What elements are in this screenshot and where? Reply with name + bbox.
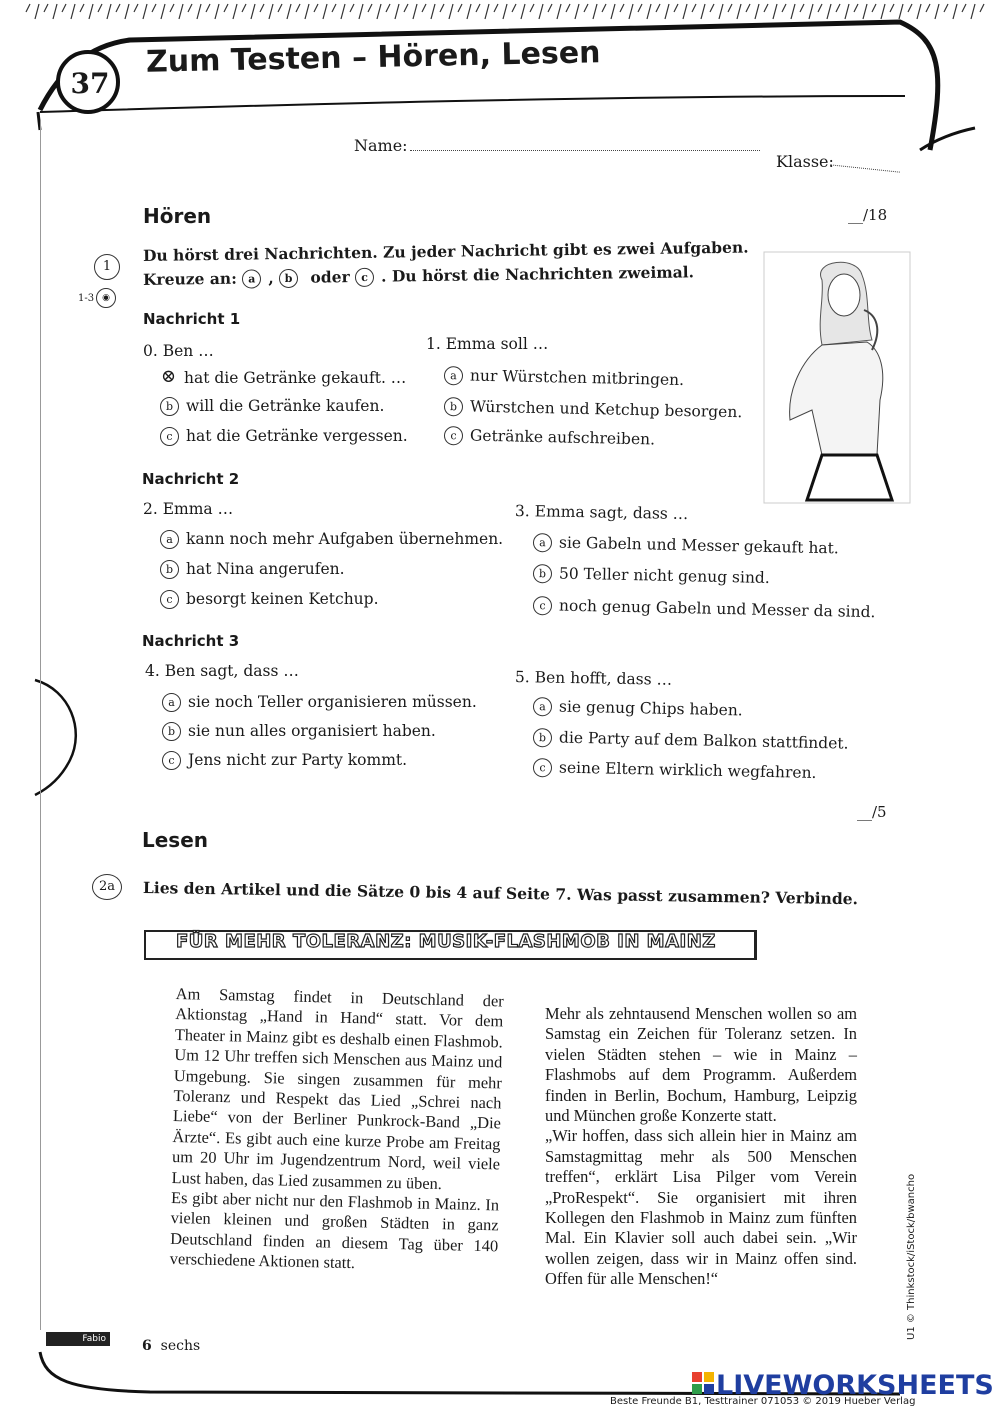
option-text: kann noch mehr Aufgaben übernehmen. <box>186 530 504 548</box>
question-4-option-a[interactable] <box>162 693 477 712</box>
lesen-score: __/5 <box>857 803 887 821</box>
option-text: 50 Teller nicht genug sind. <box>558 564 770 587</box>
question-2-option-a[interactable] <box>160 530 503 549</box>
article-col1-paragraph-1: Am Samstag findet in Deutschland der Aktionstag „Hand in Hand“ statt. Vor dem Theater in Mainz gibt es deshalb einen Flashmob. Um 12 Uhr treffen sich Menschen aus Mainz und Umgebung. Sie singen zusammen für mehr Toleranz und Respekt das Lied „Schrei nach Liebe“ von der Berliner Punkrock-Band „Die Ärzte“. Es gibt auch eine kurze Probe am Freitag um 20 Uhr im Jugendzentrum Nord, weil viele Lust haben, das Lied zusammen zu üben. <box>171 984 504 1193</box>
circle-c-icon: c <box>533 758 552 777</box>
girl-on-phone-illustration <box>762 250 912 505</box>
side-bracket <box>30 670 80 800</box>
liveworksheets-logo-icon <box>692 1372 714 1394</box>
option-text: sie noch Teller organisieren müssen. <box>188 693 477 711</box>
article-col2-paragraph-1: Mehr als zehntausend Menschen wollen so am Samstag ein Zeichen für Toleranz setzen. In vielen Städten stehen – wie in Mainz – Flashmobs auf dem Programm. Außerdem finden in Berlin, Bochum, Hamburg, Leipzig und München große Konzerte statt. <box>545 1004 857 1126</box>
oder-label: oder <box>310 267 350 287</box>
question-1-stem: 1. Emma soll … <box>426 335 549 353</box>
question-4-option-b[interactable] <box>162 722 436 741</box>
article-col2-paragraph-2: „Wir hoffen, dass sich allein hier in Mainz am Samstagmittag mehr als 500 Menschen treffen“, erklärt Lisa Pilger vom Verein „ProRespekt“. Sie organisiert mit ihren Kollegen den Flashmob in Mainz zum fünften Mal. Ein Klavier soll auch dabei sein. „Wir wollen zeigen, dass wir in Mainz offen sind. Offen für alle Menschen!“ <box>545 1126 857 1289</box>
question-1-option-a[interactable] <box>444 366 684 390</box>
circle-b-icon: b <box>533 728 552 747</box>
image-credit: U1 © Thinkstock/iStock/bwancho <box>906 1173 917 1340</box>
option-text: sie Gabeln und Messer gekauft hat. <box>558 533 839 558</box>
article-col1-paragraph-2: Es gibt aber nicht nur den Flashmob in Mainz. In vielen kleinen und großen Städten in ganz Deutschland finden an diesem Tag über 140 verschiedene Aktionen statt. <box>169 1188 500 1273</box>
lesen-instruction: Lies den Artikel und die Sätze 0 bis 4 auf Seite 7. Was passt zusammen? Verbinde. <box>142 878 859 909</box>
question-3-option-c[interactable] <box>533 596 876 622</box>
option-text: besorgt keinen Ketchup. <box>186 590 379 608</box>
exercise-number-1: 1 <box>94 254 120 280</box>
article-title: FÜR MEHR TOLERANZ: MUSIK-FLASHMOB IN MAINZ <box>176 931 716 952</box>
question-0-option-a[interactable] <box>160 368 406 387</box>
circle-b-icon: b <box>162 722 181 741</box>
hoeren-score: __/18 <box>848 206 888 224</box>
circle-b-icon: b <box>160 397 179 416</box>
circle-a-icon: a <box>242 269 261 288</box>
circle-b-icon: b <box>160 560 179 579</box>
question-0-stem: 0. Ben … <box>143 342 214 360</box>
circle-b-icon: b <box>444 397 463 416</box>
circle-b-icon: b <box>533 564 552 583</box>
question-5-option-a[interactable] <box>533 697 743 720</box>
question-5-stem: 5. Ben hofft, dass … <box>514 668 673 689</box>
circle-c-icon: c <box>533 596 552 615</box>
nachricht-1-title: Nachricht 1 <box>143 310 241 328</box>
hoeren-instruction-2: Kreuze an: a , b oder c . Du hörst die Nachrichten zweimal. <box>142 262 695 289</box>
left-margin-rule <box>40 120 41 1330</box>
instruction-end: . Du hörst die Nachrichten zweimal. <box>380 262 695 286</box>
track-number: 1-3 <box>78 293 95 304</box>
question-1-option-b[interactable] <box>444 397 743 422</box>
circle-c-icon: c <box>162 751 181 770</box>
option-text: hat die Getränke vergessen. <box>186 427 408 445</box>
lesen-heading: Lesen <box>142 828 209 852</box>
unit-number: 37 <box>70 67 110 100</box>
option-text: seine Eltern wirklich wegfahren. <box>558 758 817 782</box>
question-3-stem: 3. Emma sagt, dass … <box>514 502 689 524</box>
option-text: Würstchen und Ketchup besorgen. <box>469 397 743 422</box>
question-0-option-b[interactable] <box>160 397 384 416</box>
option-text: noch genug Gabeln und Messer da sind. <box>558 596 876 622</box>
question-5-option-c[interactable] <box>533 758 817 783</box>
audio-icon[interactable]: ◉ <box>96 288 116 308</box>
option-text: Getränke aufschreiben. <box>469 426 656 449</box>
question-2-option-c[interactable] <box>160 590 379 609</box>
question-0-option-c[interactable] <box>160 427 408 446</box>
exercise-number-2a: 2a <box>92 874 122 900</box>
option-text: die Party auf dem Balkon stattfindet. <box>558 728 849 753</box>
option-text: Jens nicht zur Party kommt. <box>188 751 408 769</box>
page-number-digit: 6 <box>142 1338 152 1354</box>
crossed-circle-icon: ⊗ <box>160 366 177 387</box>
option-text: sie nun alles organisiert haben. <box>188 722 436 740</box>
question-5-option-b[interactable] <box>533 728 849 754</box>
circle-a-icon: a <box>533 533 552 552</box>
name-field[interactable] <box>410 150 760 151</box>
header-curve <box>0 0 1000 170</box>
hoeren-instruction-1: Du hörst drei Nachrichten. Zu jeder Nachricht gibt es zwei Aufgaben. <box>142 237 749 265</box>
circle-c-icon: c <box>355 268 374 287</box>
circle-b-icon: b <box>279 269 298 288</box>
circle-a-icon: a <box>444 366 463 385</box>
kreuze-label: Kreuze an: <box>142 268 237 289</box>
article-column-2 <box>545 1004 857 1290</box>
option-text: will die Getränke kaufen. <box>186 397 385 415</box>
brand-tag: Fabio <box>46 1332 110 1346</box>
circle-c-icon: c <box>160 590 179 609</box>
page-number-word: sechs <box>160 1338 201 1354</box>
name-label: Name: <box>354 136 408 155</box>
question-2-option-b[interactable] <box>160 560 345 579</box>
hoeren-heading: Hören <box>143 204 212 228</box>
klasse-label: Klasse: <box>776 152 834 171</box>
page-title: Zum Testen – Hören, Lesen <box>145 35 601 80</box>
question-1-option-c[interactable] <box>444 426 655 449</box>
question-4-stem: 4. Ben sagt, dass … <box>145 662 299 680</box>
option-text: nur Würstchen mitbringen. <box>469 366 685 390</box>
nachricht-2-title: Nachricht 2 <box>142 470 240 488</box>
question-3-option-a[interactable] <box>533 533 839 558</box>
option-text: hat Nina angerufen. <box>186 560 345 578</box>
circle-a-icon: a <box>533 697 552 716</box>
circle-a-icon: a <box>160 530 179 549</box>
question-2-stem: 2. Emma … <box>143 500 234 518</box>
question-3-option-b[interactable] <box>533 564 770 588</box>
liveworksheets-watermark: LIVEWORKSHEETS <box>716 1370 994 1401</box>
question-4-option-c[interactable] <box>162 751 407 770</box>
circle-a-icon: a <box>162 693 181 712</box>
option-text: sie genug Chips haben. <box>558 697 743 720</box>
circle-c-icon: c <box>160 427 179 446</box>
article-column-1 <box>170 984 504 1277</box>
nachricht-3-title: Nachricht 3 <box>142 632 240 650</box>
publisher-line: Beste Freunde B1, Testtrainer 071053 © 2019 Hueber Verlag <box>610 1396 916 1407</box>
circle-c-icon: c <box>444 426 463 445</box>
option-text: hat die Getränke gekauft. … <box>184 369 407 387</box>
